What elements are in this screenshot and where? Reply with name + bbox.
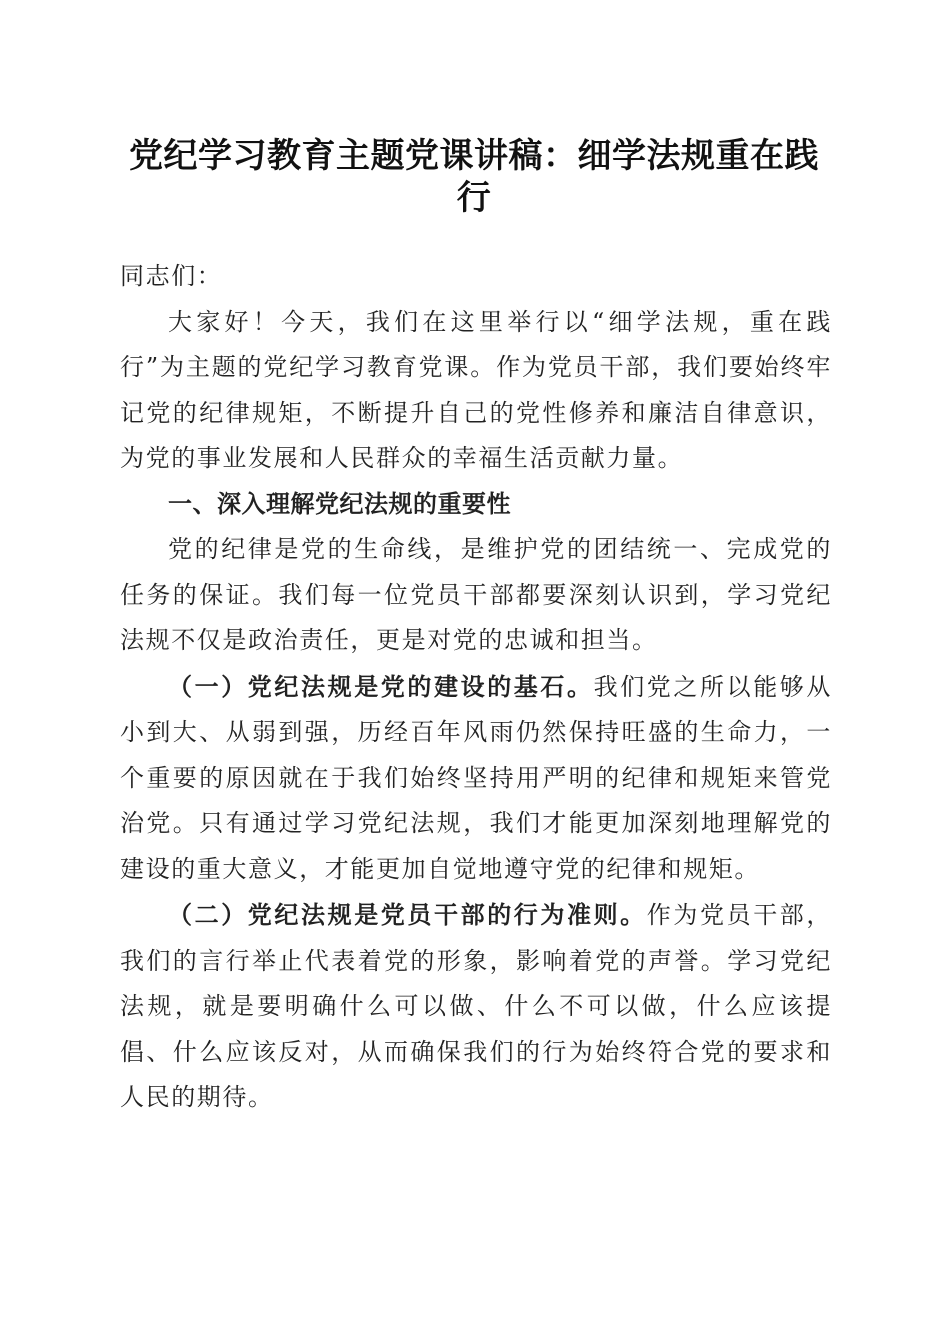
title-line-1: 党纪学习教育主题党课讲稿：细学法规重在践 — [129, 136, 819, 176]
subsection-1-heading: （一）党纪法规是党的建设的基石。 — [168, 671, 594, 701]
section-1-heading: 一、深入理解党纪法规的重要性 — [168, 489, 511, 518]
section-1-paragraph: 党的纪律是党的生命线，是维护党的团结统一、完成党的任务的保证。我们每一位党员干部都要深刻认识到，学习党纪法规不仅是政治责任，更是对党的忠诚和担当。 — [120, 535, 832, 654]
subsection-2-paragraph — [120, 892, 832, 1121]
document-body — [120, 254, 832, 1121]
title-line-2: 行 — [456, 178, 492, 218]
subsection-2-text: 作为党员干部，我们的言行举止代表着党的形象，影响着党的声誉。学习党纪法规，就是要明确什么可以做、什么不可以做，什么应该提倡、什么应该反对，从而确保我们的行为始终符合党的要求和人民的期待。 — [120, 901, 832, 1111]
subsection-1-paragraph — [120, 664, 832, 893]
subsection-2-heading: （二）党纪法规是党员干部的行为准则。 — [168, 900, 647, 929]
document-title — [118, 135, 830, 219]
salutation: 同志们： — [120, 262, 223, 290]
subsection-1-text: 我们党之所以能够从小到大、从弱到强，历经百年风雨仍然保持旺盛的生命力，一个重要的原因就在于我们始终坚持用严明的纪律和规矩来管党治党。只有通过学习党纪法规，我们才能更加深刻地理解党的建设的重大意义，才能更加自觉地遵守党的纪律和规矩。 — [120, 672, 832, 883]
intro-paragraph: 大家好！今天，我们在这里举行以“细学法规，重在践行”为主题的党纪学习教育党课。作为党员干部，我们要始终牢记党的纪律规矩，不断提升自己的党性修养和廉洁自律意识，为党的事业发展和人民群众的幸福生活贡献力量。 — [120, 307, 832, 472]
